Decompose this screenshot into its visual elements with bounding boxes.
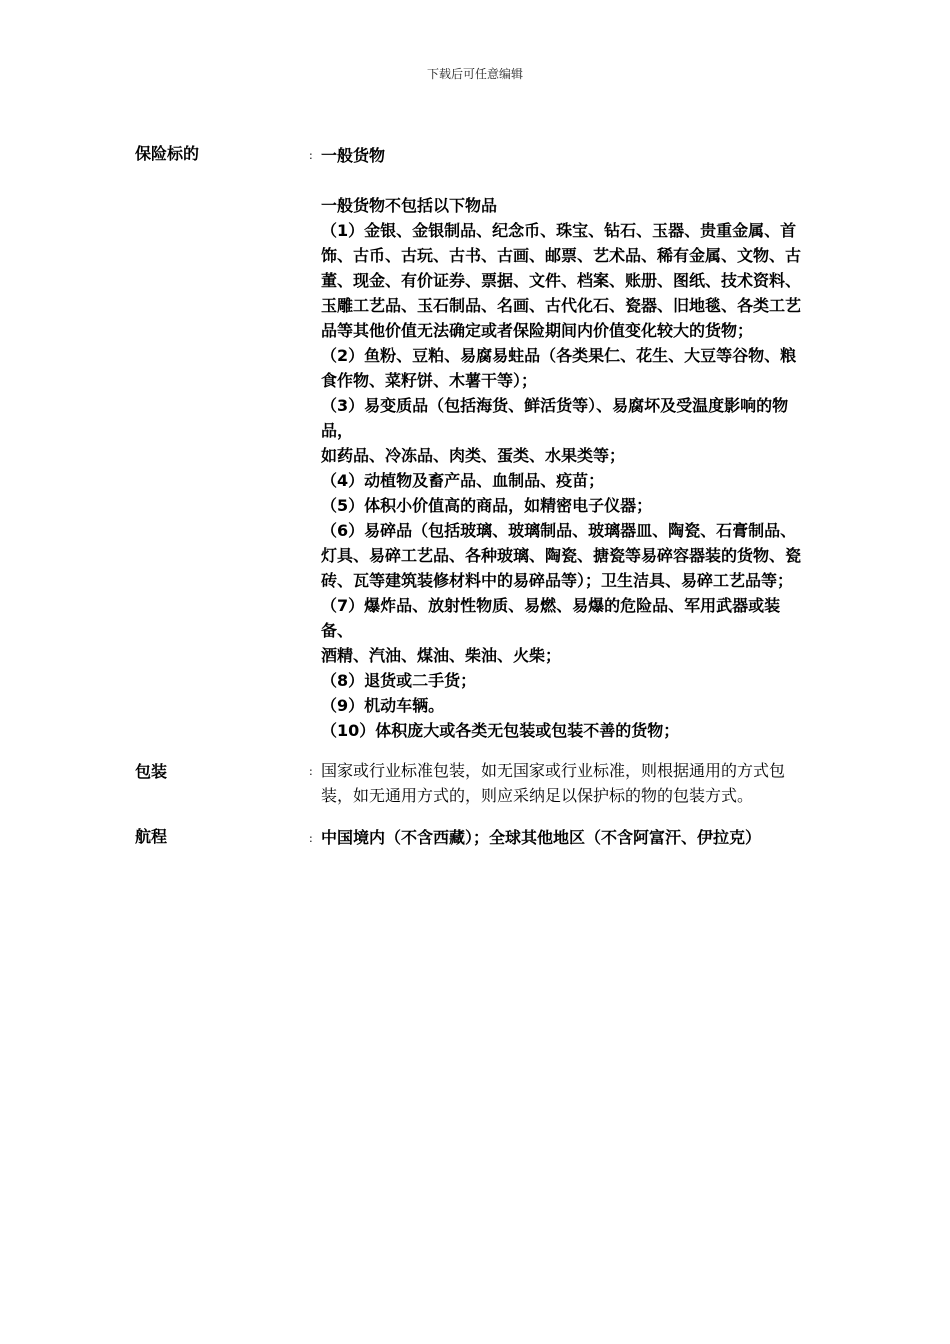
exclusion-line: 砖、瓦等建筑装修材料中的易碎品等）；卫生洁具、易碎工艺品等； (321, 571, 794, 590)
packaging-line-1: 国家或行业标准包装，如无国家或行业标准，则根据通用的方式包 (321, 761, 786, 780)
exclusion-line: （5）体积小价值高的商品，如精密电子仪器； (321, 496, 653, 515)
voyage-colon: : (309, 832, 313, 845)
voyage-label: 航程 (135, 827, 168, 846)
exclusion-line: 玉雕工艺品、玉石制品、名画、古代化石、瓷器、旧地毯、各类工艺 (321, 296, 802, 315)
exclusion-line: 如药品、冷冻品、肉类、蛋类、水果类等； (321, 446, 626, 465)
exclusion-line: （9）机动车辆。 (321, 696, 445, 715)
exclusion-line: （3）易变质品（包括海货、鲜活货等）、易腐坏及受温度影响的物 (321, 396, 789, 415)
exclusion-line: （10）体积庞大或各类无包装或包装不善的货物； (321, 721, 680, 740)
exclusion-line: 酒精、汽油、煤油、柴油、火柴； (321, 646, 562, 665)
exclusion-line: （6）易碎品（包括玻璃、玻璃制品、玻璃器皿、陶瓷、石膏制品、 (321, 521, 797, 540)
page-header-note: 下载后可任意编辑 (426, 67, 523, 81)
exclusion-title: 一般货物不包括以下物品 (321, 196, 498, 215)
exclusion-line: （8）退货或二手货； (321, 671, 477, 690)
exclusion-line: 品， (321, 421, 354, 440)
packaging-colon: : (309, 765, 313, 778)
exclusion-line: 品等其他价值无法确定或者保险期间内价值变化较大的货物； (321, 321, 754, 340)
exclusion-line: 备、 (321, 621, 354, 640)
exclusion-line: 董、现金、有价证券、票据、文件、档案、账册、图纸、技术资料、 (321, 271, 802, 290)
exclusion-line: （1）金银、金银制品、纪念币、珠宝、钻石、玉器、贵重金属、首 (321, 221, 797, 240)
exclusion-line: （7）爆炸品、放射性物质、易燃、易爆的危险品、军用武器或装 (321, 596, 781, 615)
exclusion-line: （2）鱼粉、豆粕、易腐易蛀品（各类果仁、花生、大豆等谷物、粮 (321, 346, 797, 365)
exclusion-line: 饰、古币、古玩、古书、古画、邮票、艺术品、稀有金属、文物、古 (321, 246, 802, 265)
subject-colon: : (309, 149, 313, 162)
exclusion-line: 食作物、菜籽饼、木薯干等）； (321, 371, 538, 390)
exclusion-line: 灯具、易碎工艺品、各种玻璃、陶瓷、搪瓷等易碎容器装的货物、瓷 (321, 546, 802, 565)
subject-label: 保险标的 (135, 144, 200, 163)
exclusion-list (321, 193, 831, 743)
exclusion-line: （4）动植物及畜产品、血制品、疫苗； (321, 471, 605, 490)
voyage-value: 中国境内（不含西藏）；全球其他地区（不含阿富汗、伊拉克） (321, 828, 762, 847)
packaging-line-2: 装，如无通用方式的，则应采纳足以保护标的物的包装方式。 (321, 786, 754, 805)
packaging-label: 包装 (135, 762, 168, 781)
subject-value: 一般货物 (321, 146, 386, 165)
